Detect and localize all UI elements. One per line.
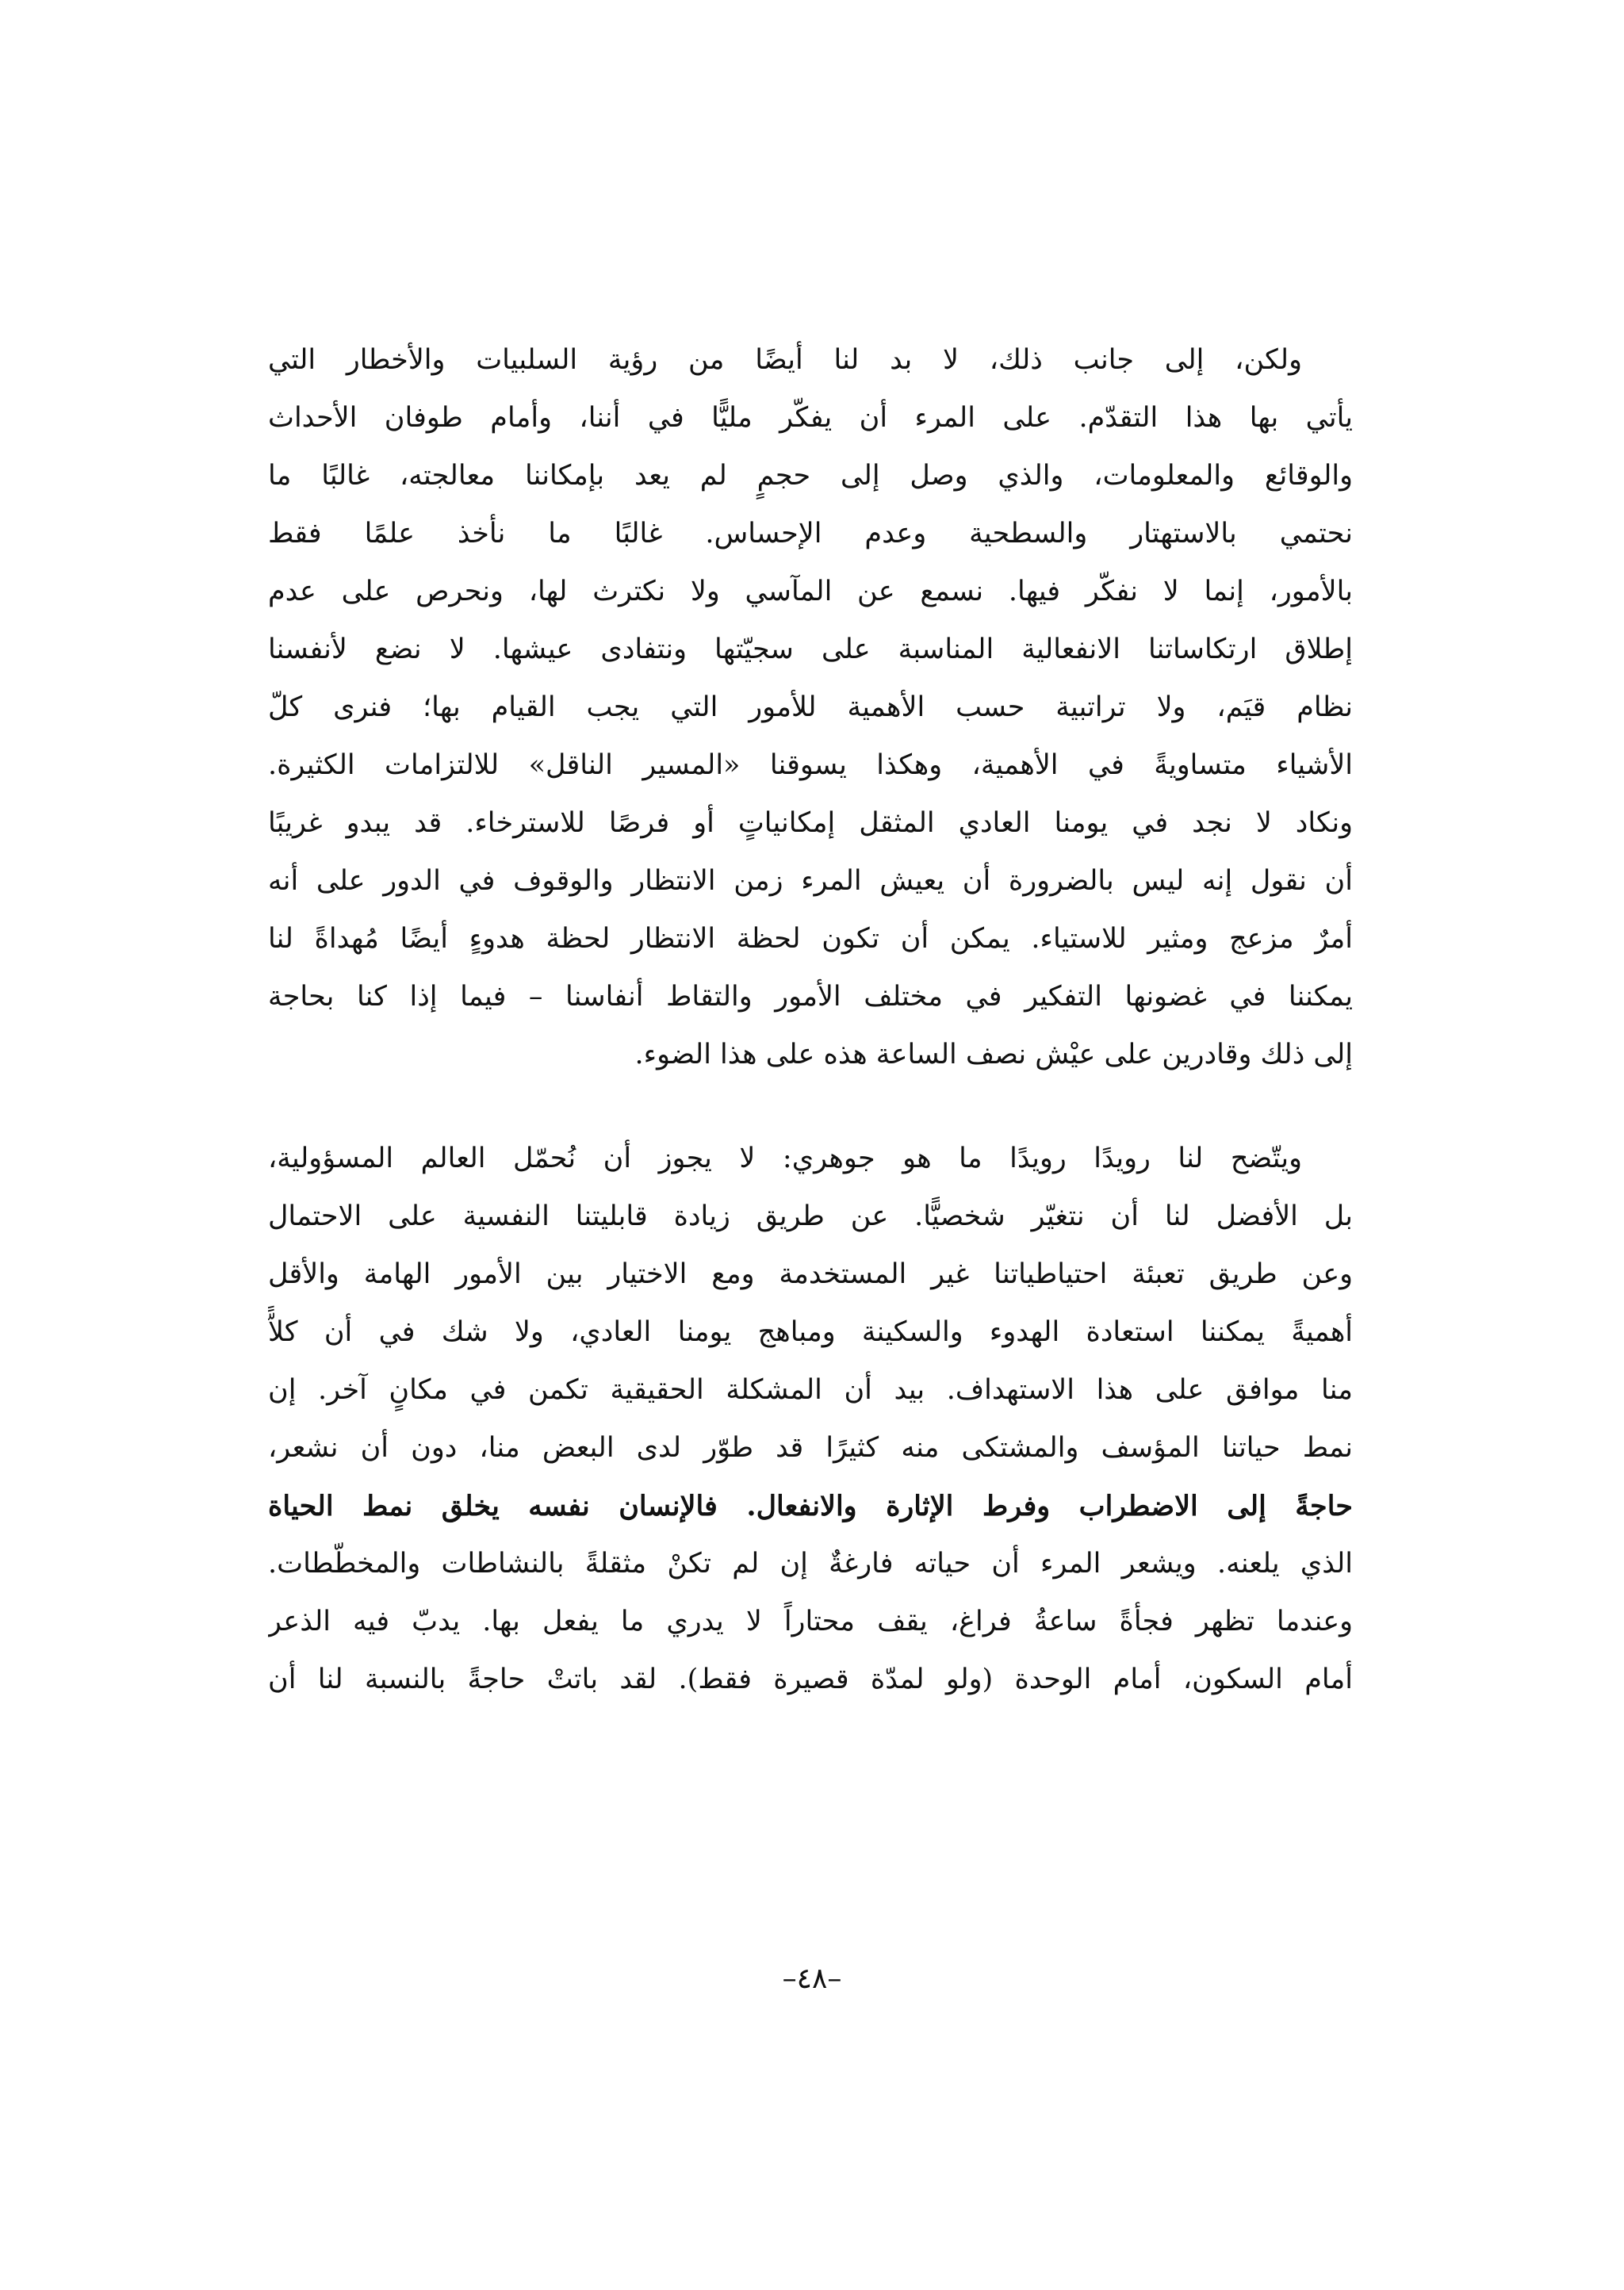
page-number: –٤٨– xyxy=(782,1963,842,1995)
text-line: أمرٌ مزعج ومثير للاستياء. يمكن أن تكون لحظة الانتظار لحظة هدوءٍ أيضًا مُهداةً لنا xyxy=(268,923,1353,955)
text-line: الأشياء متساويةً في الأهمية، وهكذا يسوقنا «المسير الناقل» للالتزامات الكثيرة. xyxy=(268,749,1353,781)
text-line: يمكننا في غضونها التفكير في مختلف الأمور والتقاط أنفاسنا – فيما إذا كنا بحاجة xyxy=(268,981,1353,1013)
paragraph-2 xyxy=(268,1130,1353,1709)
body-text xyxy=(268,331,1353,1709)
text-line: نحتمي بالاستهتار والسطحية وعدم الإحساس. غالبًا ما نأخذ علمًا فقط xyxy=(268,518,1353,550)
text-line: نظام قيَم، ولا تراتبية حسب الأهمية للأمور التي يجب القيام بها؛ فنرى كلّ xyxy=(268,691,1353,723)
text-line: أن نقول إنه ليس بالضرورة أن يعيش المرء زمن الانتظار والوقوف في الدور على أنه xyxy=(268,865,1353,897)
text-line: يأتي بها هذا التقدّم. على المرء أن يفكّر مليًّا في أننا، وأمام طوفان الأحداث xyxy=(268,402,1353,434)
text-line: نمط حياتنا المؤسف والمشتكى منه كثيرًا قد طوّر لدى البعض منا، دون أن نشعر، xyxy=(268,1432,1353,1464)
text-line: منا موافق على هذا الاستهداف. بيد أن المشكلة الحقيقية تكمن في مكانٍ آخر. إن xyxy=(268,1374,1353,1406)
text-line: حاجةً إلى الاضطراب وفرط الإثارة والانفعال. فالإنسان نفسه يخلق نمط الحياة xyxy=(268,1490,1353,1522)
text-line: أهميةً يمكننا استعادة الهدوء والسكينة ومباهج يومنا العادي، ولا شك في أن كلاًّ xyxy=(268,1316,1353,1348)
text-line: بل الأفضل لنا أن نتغيّر شخصيًّا. عن طريق زيادة قابليتنا النفسية على الاحتمال xyxy=(268,1201,1353,1232)
text-line: وعن طريق تعبئة احتياطياتنا غير المستخدمة ومع الاختيار بين الأمور الهامة والأقل xyxy=(268,1258,1353,1290)
text-line: ونكاد لا نجد في يومنا العادي المثقل إمكانياتٍ أو فرصًا للاسترخاء. قد يبدو غريبًا xyxy=(268,807,1353,839)
text-line: ويتّضح لنا رويدًا رويدًا ما هو جوهري: لا يجوز أن نُحمّل العالم المسؤولية، xyxy=(268,1143,1302,1174)
text-line: إلى ذلك وقادرين على عيْش نصف الساعة هذه على هذا الضوء. xyxy=(634,1039,1353,1070)
text-line: أمام السكون، أمام الوحدة (ولو لمدّة قصيرة فقط). لقد باتتْ حاجةً بالنسبة لنا أن xyxy=(268,1664,1353,1695)
text-line: الذي يلعنه. ويشعر المرء أن حياته فارغةٌ إن لم تكنْ مثقلةً بالنشاطات والمخطّطات. xyxy=(268,1548,1353,1580)
text-line: إطلاق ارتكاساتنا الانفعالية المناسبة على سجيّتها ونتفادى عيشها. لا نضع لأنفسنا xyxy=(268,634,1353,665)
text-line: والوقائع والمعلومات، والذي وصل إلى حجمٍ لم يعد بإمكاننا معالجته، غالبًا ما xyxy=(268,460,1353,492)
paragraph-1 xyxy=(268,331,1353,1084)
text-line: وعندما تظهر فجأةً ساعةُ فراغ، يقف محتاراً لا يدري ما يفعل بها. يدبّ فيه الذعر xyxy=(268,1606,1353,1637)
text-line: ولكن، إلى جانب ذلك، لا بد لنا أيضًا من رؤية السلبيات والأخطار التي xyxy=(268,344,1302,376)
text-line: بالأمور، إنما لا نفكّر فيها. نسمع عن المآسي ولا نكترث لها، ونحرص على عدم xyxy=(268,576,1353,607)
